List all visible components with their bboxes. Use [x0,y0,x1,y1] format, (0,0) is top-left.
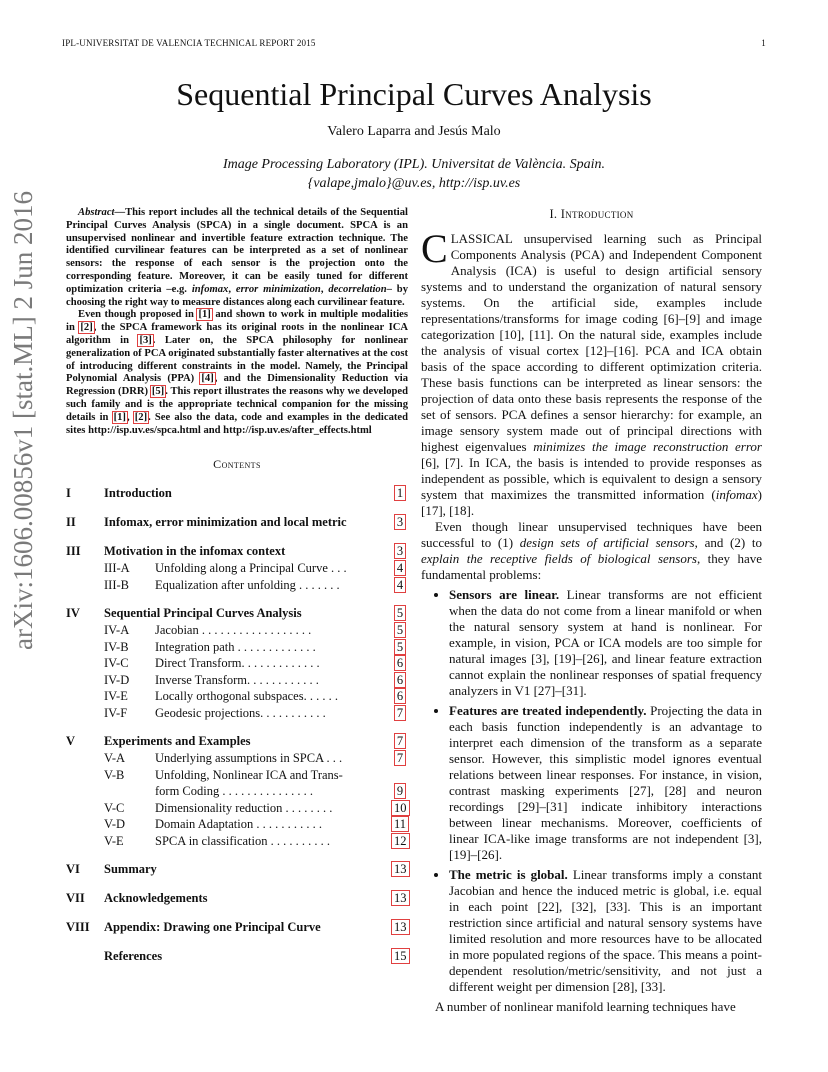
abstract-term: infomax [191,283,229,295]
abstract [66,207,408,437]
toc-page-link[interactable]: 1 [396,486,404,501]
intro-text: [6], [7]. In ICA, the basis is intended to provide responses as independent as possible, which is equivalent to design a sensory system that maximizes the transmitted information ( [421,455,762,502]
toc-page-link[interactable]: 6 [396,689,404,704]
page-number: 1 [761,38,766,48]
toc-section-row[interactable] [66,949,408,966]
running-head [62,38,766,48]
toc-section-title: References [104,949,163,964]
toc-subsection-row[interactable] [66,784,408,801]
toc-subsection-number: III-B [104,577,129,592]
toc-subsection-row[interactable] [66,817,408,834]
intro-text: ) [17], [18]. [421,487,762,518]
paper-title: Sequential Principal Curves Analysis [176,76,652,112]
toc-subsection-row[interactable] [66,768,408,785]
abstract-text: —This report includes all the technical details of the Sequential Principal Curves Analysis (SPCA) in a single document. SPCA is an unsupervised nonlinear and invertible feature extraction technique. The identified curvilinear features can be interpreted as a set of nonlinear sensors: the response of each sensor is the projection onto the corresponding feature. Moreover, it can be easily tuned for different optimization criteria –e.g. [66,207,408,295]
toc-subsection-title: Direct Transform. . . . . . . . . . . . . [155,656,320,671]
citation-link[interactable]: [4] [201,373,214,385]
citation-link[interactable]: [1] [113,411,126,423]
toc-page-link[interactable]: 7 [396,751,404,766]
citation-link[interactable]: [2] [134,411,148,423]
abstract-text: , [228,283,236,295]
abstract-term: decorrelation [328,283,387,295]
table-of-contents [66,486,408,966]
abstract-text: , and the Dimensionality Reduction via Regression (DRR) [66,373,408,398]
toc-subsection-row[interactable] [66,578,408,595]
toc-subsection-row[interactable] [66,834,408,851]
toc-page-link[interactable]: 13 [394,891,407,906]
intro-text: Even though linear unsupervised techniques have been successful to (1) [421,519,762,550]
toc-subsection-title: SPCA in classification . . . . . . . . . . [155,833,330,848]
toc-section-row[interactable] [66,606,408,623]
intro-emphasis: explain the receptive fields of biological sensors [421,551,697,566]
affiliation-block [0,155,828,193]
toc-section-number: III [66,544,81,559]
toc-subsection-number: III-A [104,561,130,576]
toc-subsection-row[interactable] [66,673,408,690]
affiliation: Image Processing Laboratory (IPL). Universitat de València. Spain. [222,157,606,172]
bullet-text: Projecting the data in each basis function independently is an advantage to interpret each dimension of the transform as a separate sensor. However, this simplistic model ignores eventual relations between linear responses. For instance, in vision, contrast masking experiments [27], [28] and neuron recordings [29]–[31] indicate inhibitory interactions between linear mechanisms. Moreover, coefficients of linear ICA-like image transforms are not independent [3], [19]–[26]. [449,703,762,862]
toc-subsection-title: Equalization after unfolding . . . . . . . [155,577,340,592]
toc-section-number: II [66,515,76,530]
toc-subsection-number: V-B [104,767,125,782]
toc-section-title: Summary [104,862,157,877]
left-column [66,207,408,966]
abstract-text: , [320,283,329,295]
intro-text: , they have fundamental problems: [421,551,763,582]
toc-section-row[interactable] [66,891,408,908]
toc-page-link[interactable]: 12 [394,833,407,848]
toc-subsection-row[interactable] [66,656,408,673]
toc-subsection-title: Inverse Transform. . . . . . . . . . . . [155,672,319,687]
toc-section-title: Appendix: Drawing one Principal Curve [104,920,321,935]
toc-subsection-title: Locally orthogonal subspaces. . . . . . [155,689,338,704]
toc-page-link[interactable]: 7 [396,705,404,720]
toc-section-row[interactable] [66,920,408,937]
toc-subsection-title: Unfolding, Nonlinear ICA and Trans- [155,767,343,782]
intro-body [421,226,763,1015]
toc-subsection-row[interactable] [66,706,408,723]
toc-subsection-row[interactable] [66,751,408,768]
list-item [449,587,762,699]
list-item [449,703,762,863]
toc-section-row[interactable] [66,862,408,879]
section-heading: I. Introduction [549,207,634,221]
abstract-text: . This report illustrates the reasons why we developed such family and is the appropriate technical companion for the missing details in [66,386,408,423]
intro-paragraph-2 [421,519,762,583]
citation-link[interactable]: [3] [139,334,152,346]
toc-page-link[interactable]: 13 [394,862,407,877]
toc-subsection-row[interactable] [66,801,408,818]
toc-subsection-title: Jacobian . . . . . . . . . . . . . . . . . . [155,623,312,638]
toc-section-number: VII [66,891,85,906]
intro-text: LASSICAL unsupervised learning such as Principal Components Analysis (PCA) and Independent Component Analysis (ICA) is useful to design artificial sensory systems and to understand the organization of natural sensory systems. On the artificial side, examples include representations/transforms for image coding [6]–[9] and image categorization [10], [11]. On the natural side, examples include the analysis of visual cortex [12]–[16]. PCA and ICA obtain basis of the space according to different optimization criteria. These basis functions can be interpreted as linear sensors: the projection of data onto these basis represents the response of the set of sensors. PCA defines a sensor hierarchy: for example, an image sensory system made out of principal directions with highest eigenvalues [421,231,762,454]
toc-section-title: Experiments and Examples [104,734,251,749]
abstract-paragraph-1 [66,207,408,309]
toc-page-link[interactable]: 4 [396,561,404,576]
toc-section-number: VIII [66,920,90,935]
toc-subsection-title: Unfolding along a Principal Curve . . . [155,561,347,576]
toc-subsection-number: IV-C [104,656,129,671]
toc-page-link[interactable]: 5 [396,606,404,621]
toc-page-link[interactable]: 3 [396,515,404,530]
toc-page-link[interactable]: 5 [396,639,404,654]
toc-subsection-title: Underlying assumptions in SPCA . . . [155,751,343,766]
list-item [449,867,762,995]
abstract-text: . See also the data, code and examples in the dedicated sites http://isp.uv.es/spca.html and http://isp.uv.es/after_effects.html [66,411,408,436]
toc-page-link[interactable]: 6 [396,656,404,671]
abstract-term: error minimization [235,283,321,295]
toc-subsection-title: Integration path . . . . . . . . . . . . . [155,639,316,654]
citation-link[interactable]: [1] [198,309,211,321]
toc-section-title: Infomax, error minimization and local metric [104,515,347,530]
abstract-text: – by choosing the right way to measure distances along each curvilinear feature. [66,283,408,308]
arxiv-stamp: arXiv:1606.00856v1 [stat.ML] 2 Jun 2016 [8,191,38,650]
toc-page-link[interactable]: 3 [396,544,404,559]
toc-section-number: V [66,734,76,749]
toc-subsection-number: IV-B [104,639,129,654]
toc-section-title: Acknowledgements [104,891,208,906]
toc-subsection-row[interactable] [66,689,408,706]
toc-page-link[interactable]: 11 [394,817,407,832]
emails: {valape,jmalo}@uv.es, http://isp.uv.es [307,176,521,191]
problems-list [421,587,762,995]
right-column [421,207,762,1015]
toc-section-number: I [66,486,71,501]
toc-subsection-number: V-D [104,817,126,832]
abstract-text: . Later on, the SPCA philosophy for nonlinear generalization of PCA originated substantially faster alternatives at the cost of introducing different constraints in the model. Namely, the Principal Polynomial Analysis (PPA) [66,334,408,385]
intro-emphasis: infomax [715,487,758,502]
toc-section-row[interactable] [66,544,408,561]
toc-section-title: Introduction [104,486,172,501]
toc-section-row[interactable] [66,486,408,503]
toc-subsection-number: IV-D [104,672,130,687]
intro-emphasis: minimizes the image reconstruction error [533,439,762,454]
toc-subsection-number: IV-A [104,623,130,638]
abstract-paragraph-2 [66,309,408,437]
toc-section-title: Motivation in the infomax context [104,544,286,559]
abstract-text: , the SPCA framework has its original roots in the nonlinear ICA algorithm in [66,322,408,346]
bullet-lead: The metric is global. [449,867,568,882]
abstract-text: Even though proposed in [78,309,198,321]
toc-subsection-title: form Coding . . . . . . . . . . . . . . . [155,784,313,799]
toc-page-link[interactable]: 7 [396,734,404,749]
toc-page-link[interactable]: 13 [394,920,407,935]
toc-page-link[interactable]: 15 [394,949,407,964]
toc-subsection-number: IV-E [104,689,128,704]
toc-page-link[interactable]: 5 [396,623,404,638]
contents-heading: Contents [213,457,261,472]
toc-section-number: VI [66,862,80,877]
toc-page-link[interactable]: 9 [396,784,404,799]
toc-subsection-number: V-A [104,751,126,766]
bullet-lead: Sensors are linear. [449,587,560,602]
bullet-text: Linear transforms imply a constant Jacobian and hence the induced metric is global, i.e. equal in each point [22], [32], [33]. This is an important restriction since artificial and natural sensory systems have limited resolution and more resources have to be allocated in more populated regions of the space. This means a point-dependent resolution/metric/sensitivity, and not just a different weight per dimension [28], [33]. [449,867,762,994]
citation-link[interactable]: [5] [151,386,165,398]
toc-page-link[interactable]: 6 [396,672,404,687]
toc-page-link[interactable]: 10 [394,800,407,815]
toc-subsection-row[interactable] [66,623,408,640]
drop-cap: C [421,226,448,271]
toc-section-row[interactable] [66,515,408,532]
toc-subsection-number: IV-F [104,705,128,720]
toc-section-number: IV [66,606,80,621]
toc-subsection-number: V-E [104,833,124,848]
toc-subsection-title: Geodesic projections. . . . . . . . . . . [155,705,326,720]
toc-subsection-title: Domain Adaptation . . . . . . . . . . . [155,817,322,832]
bullet-text: Linear transforms are not efficient when the data do not come from a linear manifold or when the natural sensory system at hand is nonlinear. For example, in vision, PCA or ICA models are too simple for natural images [3], [19]–[26], and linear feature extraction cannot explain the nonlinear responses of spatial frequency analyzers in V1 [27]–[31]. [449,587,762,698]
intro-paragraph-1 [421,226,762,519]
abstract-text: and shown to work in multiple modalities in [66,309,408,334]
intro-paragraph-3: A number of nonlinear manifold learning techniques have [435,999,736,1014]
authors: Valero Laparra and Jesús Malo [327,124,501,139]
toc-subsection-title: Dimensionality reduction . . . . . . . . [155,800,333,815]
toc-subsection-row[interactable] [66,561,408,578]
toc-page-link[interactable]: 4 [396,577,404,592]
toc-section-row[interactable] [66,734,408,751]
intro-text: , and (2) to [694,535,762,550]
toc-subsection-row[interactable] [66,640,408,657]
toc-section-title: Sequential Principal Curves Analysis [104,606,302,621]
intro-emphasis: design sets of artificial sensors [519,535,695,550]
bullet-lead: Features are treated independently. [449,703,647,718]
running-head-text: IPL-UNIVERSITAT DE VALENCIA TECHNICAL REPORT 2015 [62,38,316,48]
toc-subsection-number: V-C [104,800,125,815]
abstract-text: , [126,411,134,423]
citation-link[interactable]: [2] [80,322,93,334]
abstract-label: Abstract [78,207,115,218]
